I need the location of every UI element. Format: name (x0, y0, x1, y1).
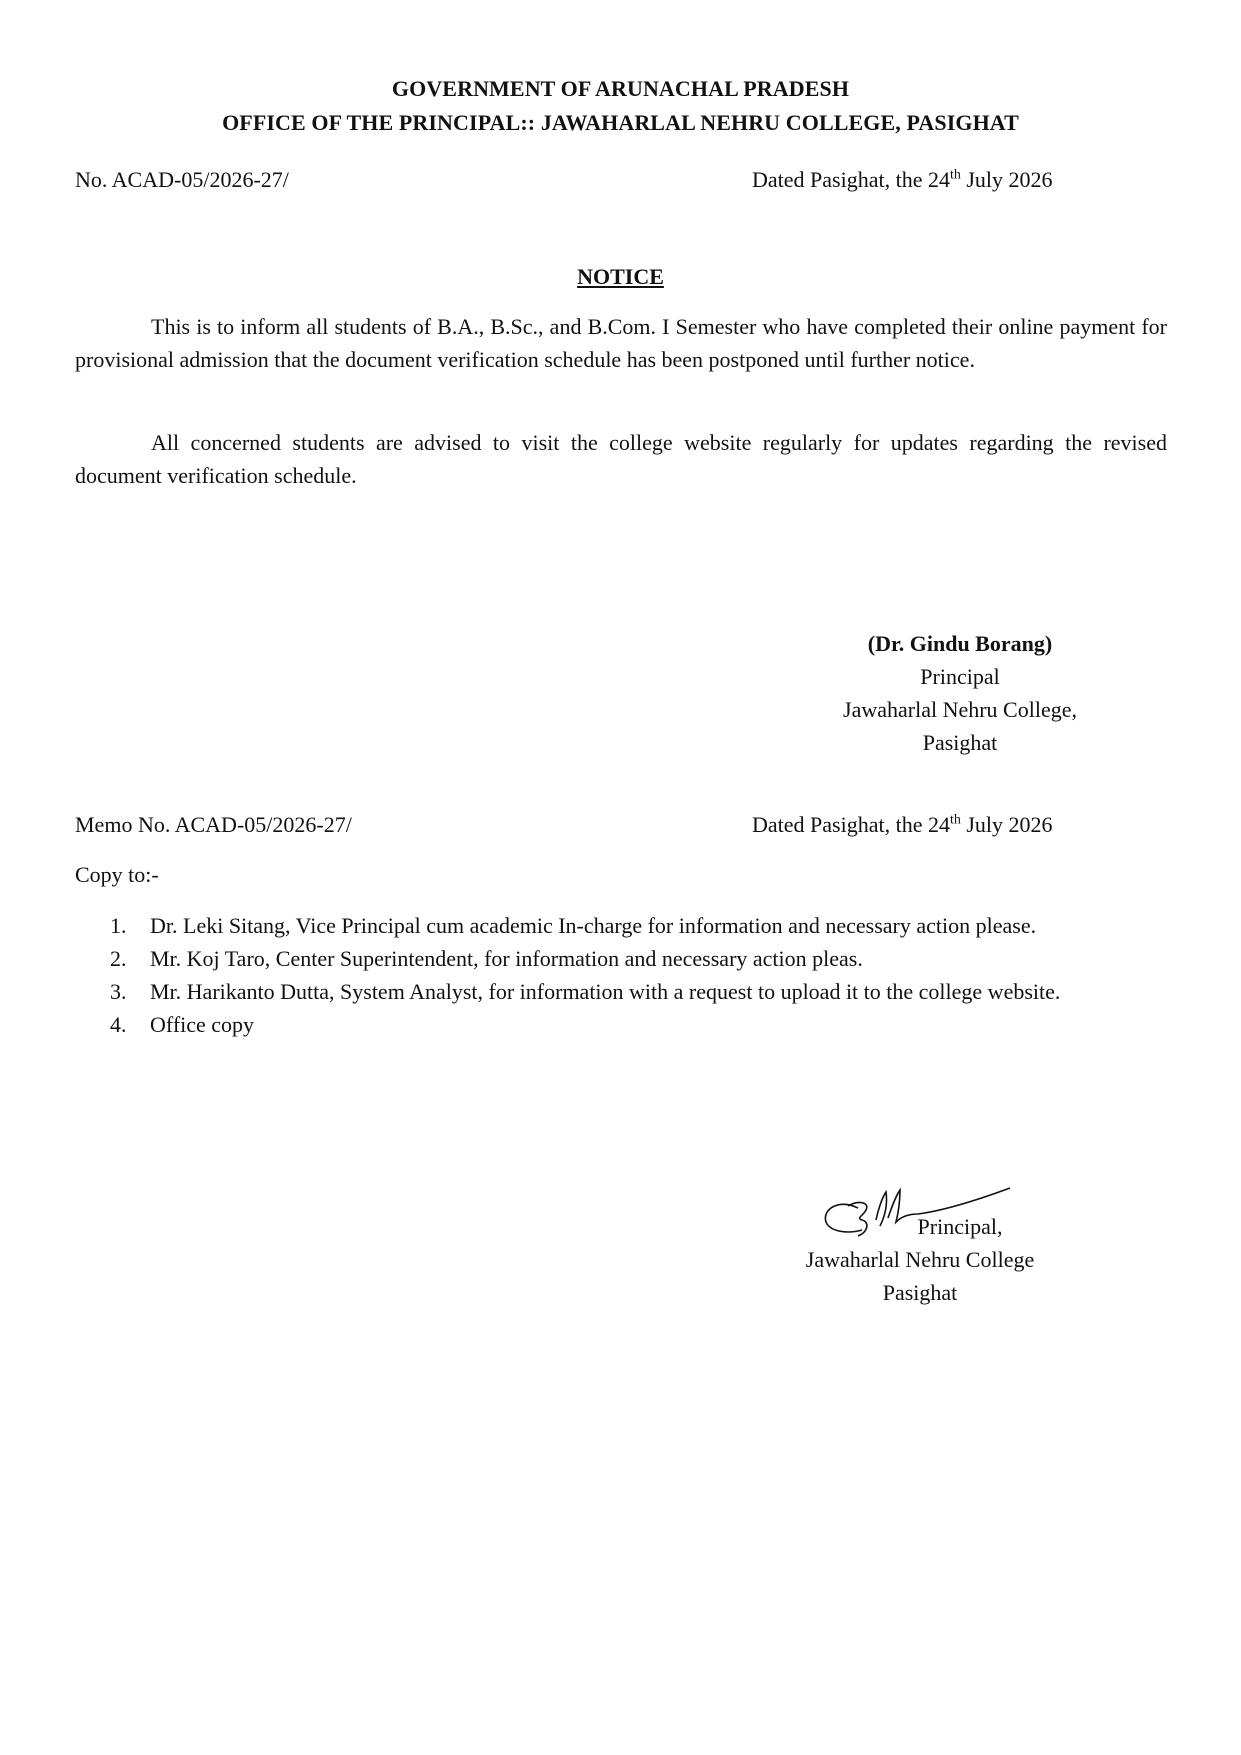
reference-number: No. ACAD-05/2026-27/ (75, 167, 289, 192)
signatory-place: Pasighat (922, 730, 998, 755)
recipient-text: Dr. Leki Sitang, Vice Principal cum academic In-charge for information and necessary action please. (150, 913, 1037, 938)
recipient-list (110, 909, 1060, 1041)
recipient-item (110, 975, 1060, 1008)
notice-paragraph-1: This is to inform all students of B.A., B.Sc., and B.Com. I Semester who have completed their online payment for provisional admission that the document verification schedule has been postponed until further notice. (75, 314, 1167, 372)
recipient-item (110, 1008, 1060, 1041)
recipient-item (110, 909, 1060, 942)
header-office: OFFICE OF THE PRINCIPAL:: JAWAHARLAL NEHRU COLLEGE, PASIGHAT (222, 110, 1019, 135)
memo-date-suffix: July 2026 (960, 812, 1053, 837)
signatory-name: (Dr. Gindu Borang) (867, 631, 1053, 656)
notice-paragraph-2: All concerned students are advised to visit the college website regularly for updates regarding the revised document verification schedule. (75, 430, 1167, 488)
recipient-text: Mr. Koj Taro, Center Superintendent, for information and necessary action pleas. (150, 946, 863, 971)
memo-date (752, 812, 1053, 838)
reference-date (752, 167, 1053, 193)
recipient-text: Office copy (150, 1012, 255, 1037)
recipient-number: 3. (110, 979, 127, 1004)
memo-number: Memo No. ACAD-05/2026-27/ (75, 812, 352, 837)
signatory-institution: Jawaharlal Nehru College, (843, 697, 1077, 722)
footer-designation: Principal, (917, 1214, 1003, 1239)
footer-signatory-block (760, 1210, 1080, 1309)
recipient-item (110, 942, 1060, 975)
footer-institution: Jawaharlal Nehru College (805, 1247, 1035, 1272)
recipient-number: 1. (110, 913, 127, 938)
signatory-block (780, 627, 1140, 759)
recipient-text: Mr. Harikanto Dutta, System Analyst, for information with a request to upload it to the college website. (150, 979, 1061, 1004)
recipient-number: 4. (110, 1012, 127, 1037)
notice-title: NOTICE (577, 264, 664, 289)
header-government: GOVERNMENT OF ARUNACHAL PRADESH (391, 76, 850, 101)
memo-date-sup: th (949, 812, 961, 828)
footer-place: Pasighat (882, 1280, 958, 1305)
reference-date-prefix: Dated Pasighat, the 24 (752, 167, 950, 192)
reference-date-suffix: July 2026 (960, 167, 1053, 192)
recipient-number: 2. (110, 946, 127, 971)
memo-date-prefix: Dated Pasighat, the 24 (752, 812, 950, 837)
copy-to-label: Copy to:- (75, 862, 159, 887)
reference-date-sup: th (949, 167, 961, 183)
signatory-designation: Principal (920, 664, 1000, 689)
